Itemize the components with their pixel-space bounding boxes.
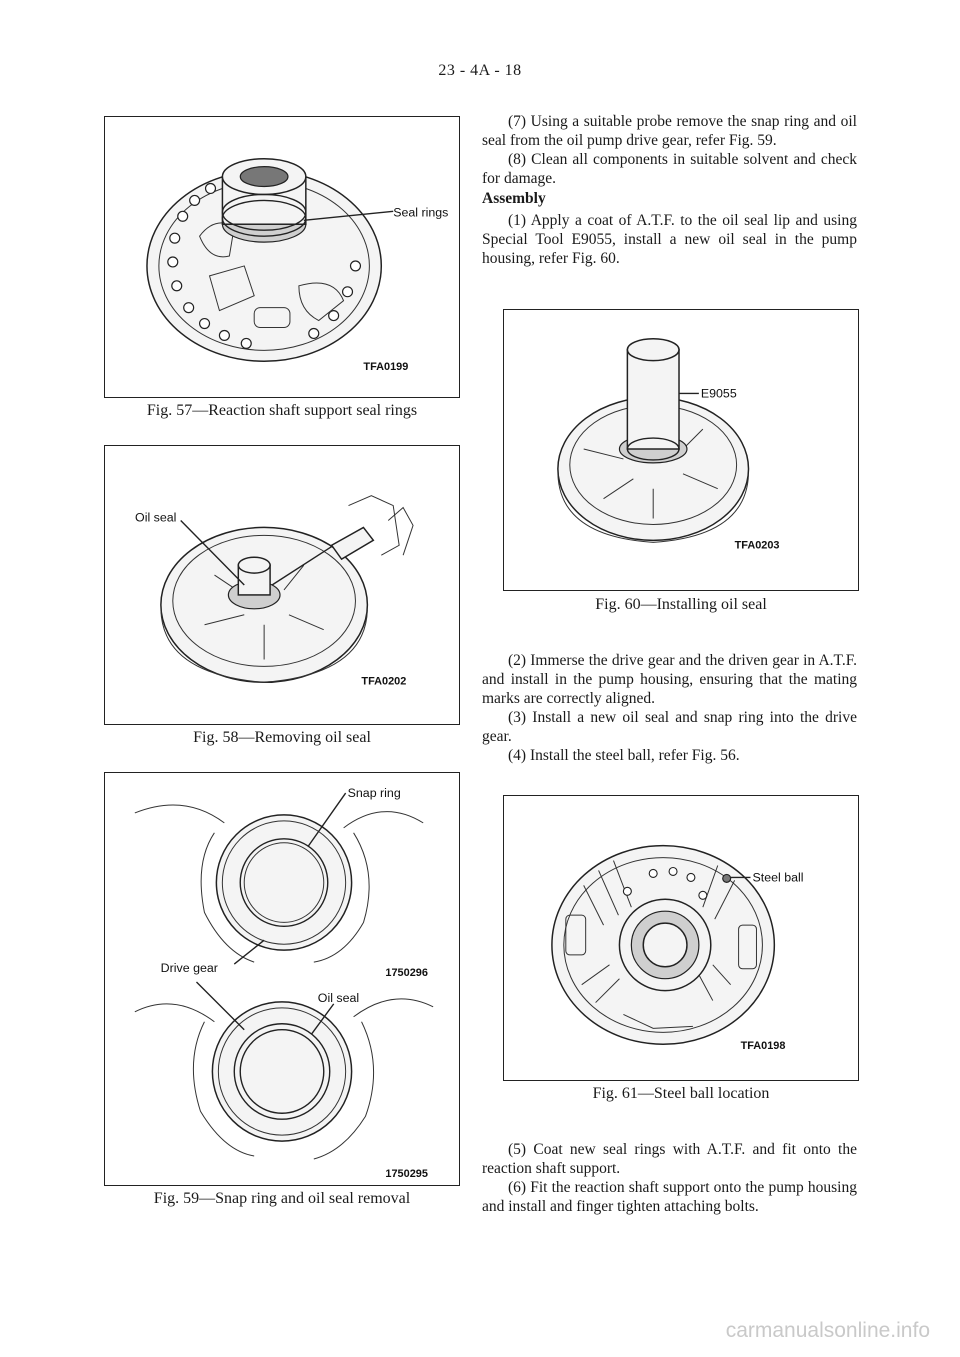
assembly-step-6: (6) Fit the reaction shaft support onto the pump housing and install and finger tighten attaching bolts. xyxy=(482,1179,857,1215)
assembly-step-4: (4) Install the steel ball, refer Fig. 56. xyxy=(508,747,740,764)
figure-59 xyxy=(104,772,460,1186)
removing-oil-seal-illustration xyxy=(105,446,459,724)
figure-58-caption: Fig. 58—Removing oil seal xyxy=(193,729,371,746)
figure-59-code-top: 1750296 xyxy=(385,967,428,980)
oil-seal-label-59: Oil seal xyxy=(317,990,360,1005)
steel-ball-label: Steel ball xyxy=(752,870,804,885)
figure-58 xyxy=(104,445,460,725)
steel-ball-location-illustration xyxy=(504,796,858,1080)
figure-61-code: TFA0198 xyxy=(740,1040,786,1053)
assembly-step-1: (1) Apply a coat of A.T.F. to the oil seal lip and using Special Tool E9055, install a new oil seal in the pump housing, refer Fig. 60. xyxy=(482,212,857,267)
figure-59-code-bottom: 1750295 xyxy=(385,1167,428,1180)
figure-60-caption: Fig. 60—Installing oil seal xyxy=(595,596,767,613)
figure-61 xyxy=(503,795,859,1081)
figure-60 xyxy=(503,309,859,591)
figure-61-caption: Fig. 61—Steel ball location xyxy=(592,1085,770,1102)
figure-57-code: TFA0199 xyxy=(363,361,409,374)
seal-rings-label: Seal rings xyxy=(393,205,449,220)
figure-57 xyxy=(104,116,460,398)
assembly-step-3: (3) Install a new oil seal and snap ring into the drive gear. xyxy=(482,709,857,745)
e9055-label: E9055 xyxy=(700,386,737,401)
figure-59-caption: Fig. 59—Snap ring and oil seal removal xyxy=(153,1190,411,1207)
figure-57-caption: Fig. 57—Reaction shaft support seal rings xyxy=(146,402,418,419)
seal-rings-illustration xyxy=(105,117,459,397)
figure-58-code: TFA0202 xyxy=(361,675,407,688)
assembly-step-5: (5) Coat new seal rings with A.T.F. and fit onto the reaction shaft support. xyxy=(482,1141,857,1177)
watermark: carmanualsonline.info xyxy=(725,1319,930,1342)
figure-60-code: TFA0203 xyxy=(734,539,780,552)
assembly-step-2: (2) Immerse the drive gear and the driven gear in A.T.F. and install in the pump housing, ensuring that the mating marks are correctly aligned. xyxy=(482,652,857,707)
snap-ring-oil-seal-illustration xyxy=(105,773,459,1185)
oil-seal-label: Oil seal xyxy=(135,510,177,525)
page-header: 23 - 4A - 18 xyxy=(438,62,522,79)
installing-oil-seal-illustration xyxy=(504,310,858,590)
step-7: (7) Using a suitable probe remove the snap ring and oil seal from the oil pump drive gear, refer Fig. 59. xyxy=(482,113,857,149)
drive-gear-label: Drive gear xyxy=(160,961,218,976)
step-8: (8) Clean all components in suitable solvent and check for damage. xyxy=(482,151,857,187)
assembly-heading: Assembly xyxy=(482,190,546,207)
snap-ring-label: Snap ring xyxy=(347,786,401,801)
